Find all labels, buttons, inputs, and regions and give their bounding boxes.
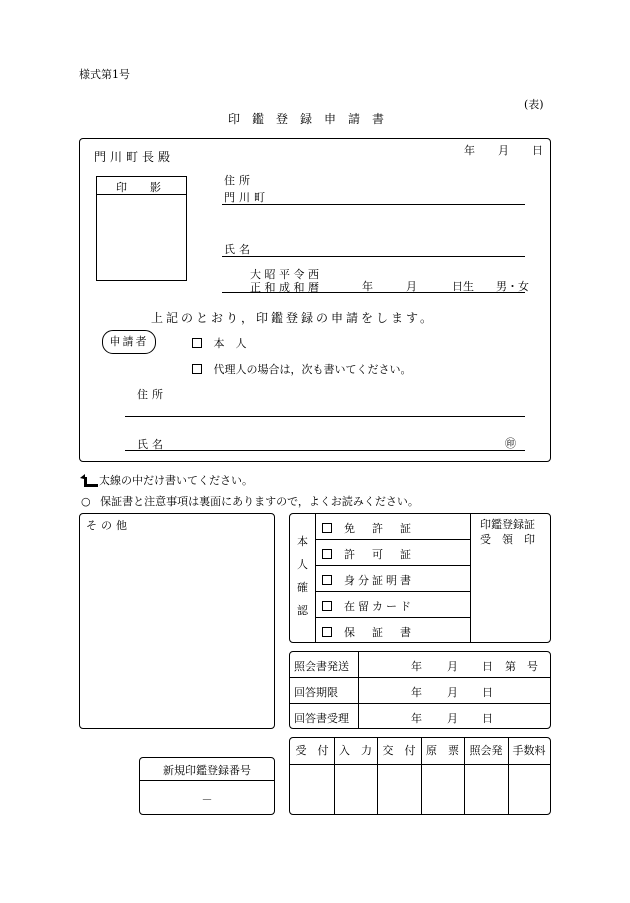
identity-checkbox[interactable] [322,627,332,637]
other-label: その他 [86,519,131,532]
processing-column-header: 受 付 [295,744,329,757]
receipt-line-2: 受 領 印 [480,533,535,546]
era-line-1: 大 昭 平 令 西 [250,268,319,281]
gender[interactable]: 男・女 [496,280,529,293]
inquiry-year: 年 [411,712,422,725]
processing-stamp-cell[interactable] [421,765,464,814]
identity-checkbox[interactable] [322,575,332,585]
identity-item[interactable] [322,572,414,588]
processing-stamp-cell[interactable] [464,765,508,814]
inquiry-day: 日 [482,660,493,673]
proxy-name-label: 氏名 [137,438,167,451]
form-number: 様式第1号 [79,68,130,81]
self-checkbox[interactable] [192,338,202,348]
date-day: 日 [532,144,543,157]
inquiry-year: 年 [411,686,422,699]
proxy-name-line[interactable] [125,450,525,451]
identity-item-label: 免 許 証 [344,522,414,535]
proxy-address-line[interactable] [125,416,525,417]
name-label: 氏名 [224,243,254,256]
identity-item-label: 在留カード [344,600,414,613]
identity-item-label: 保 証 書 [344,626,414,639]
address-value[interactable]: 門川町 [224,191,269,204]
identity-item[interactable] [322,546,414,562]
identity-checkbox[interactable] [322,523,332,533]
processing-column-header: 照会発 [469,744,503,757]
address-line [222,204,525,205]
identity-item[interactable] [322,624,414,640]
inquiry-month: 月 [447,712,458,725]
address-label: 住所 [224,174,254,187]
birth-year: 年 [362,280,373,293]
proxy-option-label: 代理人の場合は，次も書いてください。 [213,363,412,376]
identity-item[interactable] [322,598,414,614]
seal-mark-icon: ㊞ [505,437,516,450]
processing-stamp-cell[interactable] [290,765,334,814]
applicant-label [102,330,156,354]
inquiry-row-label: 照会書発送 [294,660,349,673]
proxy-address-label: 住所 [137,388,167,401]
other-box[interactable] [79,513,275,729]
self-option-label: 本 人 [213,337,247,350]
new-registration-value[interactable]: － [201,793,213,806]
processing-table [289,737,551,815]
circle-icon: ○ [81,495,91,508]
guarantee-note-text: 保証書と注意事項は裏面にありますので，よくお読みください。 [100,495,419,508]
inquiry-month: 月 [447,686,458,699]
bold-frame-note-text: 太線の中だけ書いてください。 [99,474,253,487]
birth-day: 日生 [452,280,474,293]
era-line-2: 正 和 成 和 暦 [250,281,319,294]
processing-stamp-cell[interactable] [508,765,550,814]
processing-stamp-cell[interactable] [377,765,421,814]
processing-stamp-cell[interactable] [334,765,377,814]
applicant-label-text: 申請者 [109,335,149,348]
processing-column-header: 手数料 [512,744,546,757]
guarantee-note [81,493,419,509]
inquiry-day: 日 [482,712,493,725]
proxy-option[interactable] [192,361,412,377]
date-year: 年 [464,144,475,157]
corner-arrow-icon [79,474,99,488]
seal-label: 印 影 [116,181,167,194]
inquiry-row-label: 回答書受理 [294,712,349,725]
processing-column-header: 入 力 [339,744,372,757]
processing-column-header: 交 付 [382,744,416,757]
page-title: 印鑑登録申請書 [228,112,397,126]
identity-checkbox[interactable] [322,549,332,559]
inquiry-row-label: 回答期限 [294,686,338,699]
birth-month: 月 [406,280,417,293]
processing-column-header: 原 票 [426,744,459,757]
identity-item-label: 許 可 証 [344,548,414,561]
name-line [222,256,525,257]
identity-item[interactable] [322,520,414,536]
proxy-checkbox[interactable] [192,364,202,374]
receipt-line-1: 印鑑登録証 [480,518,535,531]
inquiry-day: 日 [482,686,493,699]
inquiry-year: 年 [411,660,422,673]
new-registration-label: 新規印鑑登録番号 [163,764,251,777]
addressee: 門川町長殿 [94,150,175,164]
inquiry-extra: 第 号 [505,660,538,673]
self-option[interactable] [192,335,247,351]
inquiry-month: 月 [447,660,458,673]
identity-header: 本人確認 [297,535,308,617]
bold-frame-note [79,472,253,488]
identity-checkbox[interactable] [322,601,332,611]
statement: 上記のとおり，印鑑登録の申請をします。 [151,311,436,325]
identity-item-label: 身分証明書 [344,574,414,587]
side-label: (表) [524,98,544,111]
birth-line [222,292,525,293]
date-month: 月 [498,144,509,157]
